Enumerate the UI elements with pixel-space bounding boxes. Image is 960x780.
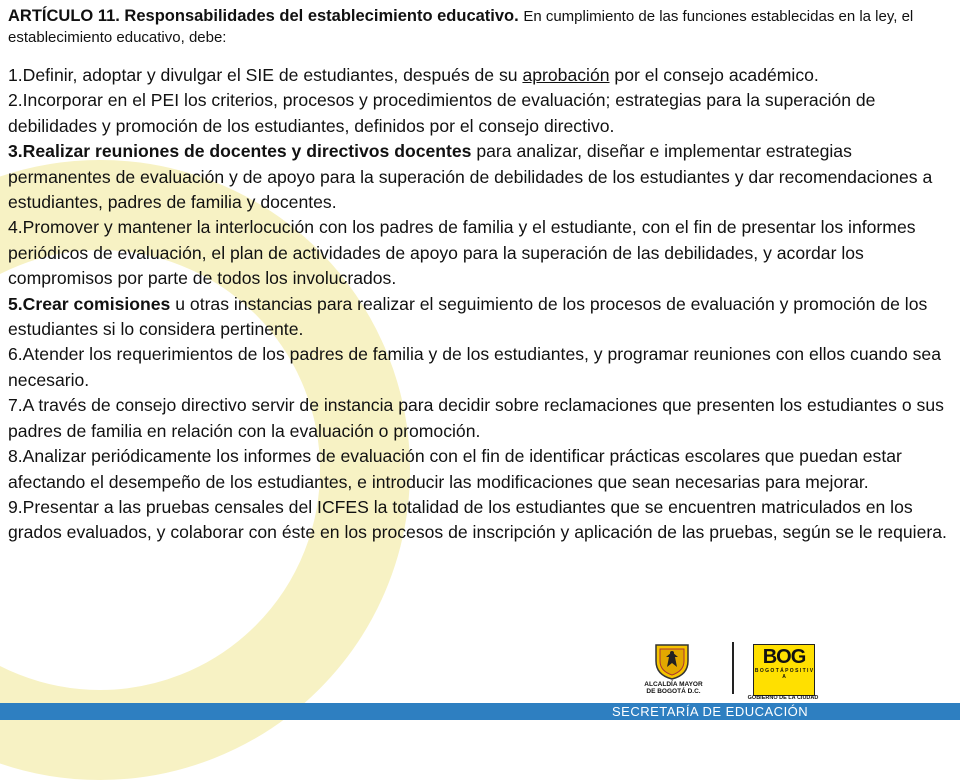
alcaldia-line-1: ALCALDÍA MAYOR: [644, 681, 703, 688]
list-item: 9.Presentar a las pruebas censales del ICFES la totalidad de los estudiantes que se encuentren matriculados en los grados evaluados, y colaborar con éste en los procesos de inscripción y aplicación de las pruebas, según se le requiera.: [8, 496, 947, 543]
footer-bar: [0, 703, 960, 720]
gobierno-label: GOBIERNO DE LA CIUDAD: [747, 695, 819, 701]
list-item: 8.Analizar periódicamente los informes de evaluación con el fin de identificar prácticas escolares que puedan estar afectando el desempeño de los estudiantes, e introducir las modificaciones que sean necesarias para mejorar.: [8, 446, 902, 492]
bog-wordmark: BOG: [762, 646, 806, 668]
footer-text: SECRETARÍA DE EDUCACIÓN: [612, 704, 809, 719]
bogota-positiva-logo: [753, 644, 815, 696]
item-3-bold: 3.Realizar reuniones de docentes y directivos docentes: [8, 141, 472, 162]
bog-subtitle: B O G O T Á P O S I T I V A: [754, 668, 814, 680]
list-item: 4.Promover y mantener la interlocución con los padres de familia y el estudiante, con el fin de presentar los informes periódicos de evaluación, el plan de actividades de apoyo para la superación de las debilidades, y acordar los compromisos por parte de todos los involucrados.: [8, 217, 916, 289]
aprobacion-link[interactable]: aprobación: [522, 65, 610, 85]
article-header: [8, 6, 952, 48]
logos-area: [636, 638, 836, 700]
alcaldia-label: [636, 681, 711, 695]
list-item: [8, 139, 952, 215]
responsibilities-list: [8, 63, 952, 546]
item-5-text: u otras instancias para realizar el seguimiento de los procesos de evaluación y promoción de los estudiantes si lo considera pertinente.: [8, 293, 928, 340]
list-item: 7.A través de consejo directivo servir de instancia para decidir sobre reclamaciones que presenten los estudiantes o sus padres de familia en relación con la evaluación o promoción.: [8, 395, 944, 441]
alcaldia-shield-icon: [652, 641, 692, 681]
item-5-bold: 5.Crear comisiones: [8, 293, 171, 314]
list-item: [8, 292, 952, 343]
article-heading: ARTÍCULO 11. Responsabilidades del establecimiento educativo.: [8, 7, 519, 25]
article-intro: En cumplimiento de las funciones establecidas en la ley, el establecimiento educativo, debe:: [8, 8, 914, 46]
list-item: [8, 63, 952, 88]
item-3-text: para analizar, diseñar e implementar estrategias permanentes de evaluación y de apoyo para la superación de debilidades de los estudiantes y dar recomendaciones a estudiantes, padres de familia y docentes.: [8, 141, 933, 213]
list-item: 6.Atender los requerimientos de los padres de familia y de los estudiantes, y programar reuniones con ellos cuando sea necesario.: [8, 344, 942, 390]
article-content: [8, 6, 952, 546]
list-item: 2.Incorporar en el PEI los criterios, procesos y procedimientos de evaluación; estrategias para la superación de debilidades y promoción de los estudiantes, definidos por el consejo directivo.: [8, 90, 876, 136]
logo-divider: [732, 642, 734, 694]
item-1-text-end: por el consejo académico.: [609, 65, 819, 85]
alcaldia-line-2: DE BOGOTÁ D.C.: [646, 688, 701, 695]
item-1-text: 1.Definir, adoptar y divulgar el SIE de estudiantes, después de su: [8, 65, 523, 85]
